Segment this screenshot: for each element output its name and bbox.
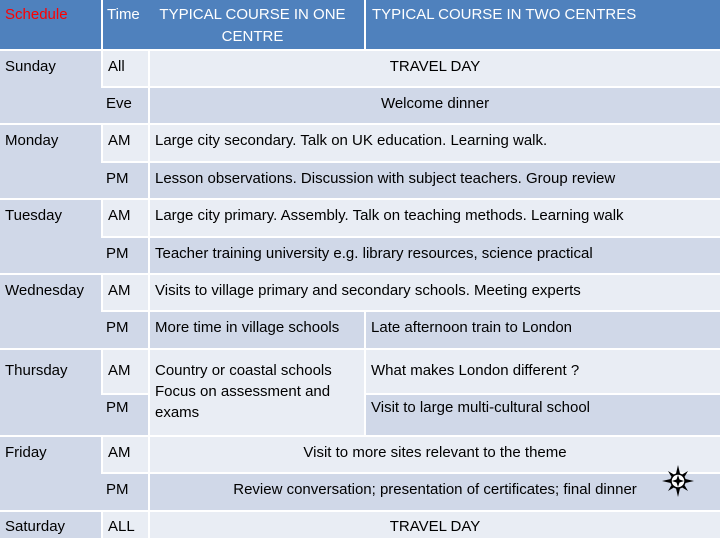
saturday-row: [0, 512, 720, 540]
day-friday: Friday: [0, 437, 101, 512]
sunday-eve-text: Welcome dinner: [148, 88, 720, 125]
time-header: Time: [107, 6, 140, 23]
sunday-eve-row: [0, 88, 720, 125]
one-centre-header: TYPICAL COURSE IN ONE CENTRE: [159, 6, 346, 45]
thursday-am-row: [0, 350, 720, 396]
day-monday: Monday: [0, 125, 101, 200]
thursday-pm-two-centres: Visit to large multi-cultural school: [364, 395, 720, 436]
time-cell: AM: [101, 350, 148, 396]
day-saturday: Saturday: [0, 512, 101, 540]
time-cell: Eve: [101, 88, 148, 125]
time-cell: AM: [101, 275, 148, 312]
time-cell: PM: [101, 238, 148, 275]
monday-pm-text: Lesson observations. Discussion with subject teachers. Group review: [148, 163, 720, 200]
tuesday-pm-text: Teacher training university e.g. library resources, science practical: [148, 238, 720, 275]
tuesday-am-text: Large city primary. Assembly. Talk on teaching methods. Learning walk: [148, 200, 720, 237]
saturday-text: TRAVEL DAY: [148, 512, 720, 540]
header-row: [0, 0, 720, 51]
day-sunday: Sunday: [0, 51, 101, 126]
day-thursday: Thursday: [0, 350, 101, 437]
time-cell: PM: [101, 312, 148, 349]
sunday-all-row: [0, 51, 720, 88]
wednesday-am-row: [0, 275, 720, 312]
monday-am-row: [0, 125, 720, 162]
time-cell: PM: [101, 474, 148, 511]
time-cell: AM: [101, 200, 148, 237]
sunday-all-text: TRAVEL DAY: [148, 51, 720, 88]
wednesday-pm-one-centre: More time in village schools: [148, 312, 364, 349]
day-tuesday: Tuesday: [0, 200, 101, 275]
wednesday-pm-row: [0, 312, 720, 349]
thursday-one-centre-text: Country or coastal schools Focus on assessment and exams: [148, 350, 364, 437]
friday-am-text: Visit to more sites relevant to the theme: [148, 437, 720, 474]
wednesday-am-text: Visits to village primary and secondary schools. Meeting experts: [148, 275, 720, 312]
time-cell: AM: [101, 437, 148, 474]
time-cell: PM: [101, 395, 148, 436]
day-wednesday: Wednesday: [0, 275, 101, 350]
thursday-am-two-centres: What makes London different ?: [364, 350, 720, 396]
tuesday-am-row: [0, 200, 720, 237]
friday-pm-text: Review conversation; presentation of certificates; final dinner: [148, 474, 720, 511]
time-cell: AM: [101, 125, 148, 162]
compass-rose-icon: [662, 465, 694, 497]
monday-pm-row: [0, 163, 720, 200]
time-one-centre-header: [101, 0, 364, 51]
time-cell: ALL: [101, 512, 148, 540]
monday-am-text: Large city secondary. Talk on UK education. Learning walk.: [148, 125, 720, 162]
wednesday-pm-two-centres: Late afternoon train to London: [364, 312, 720, 349]
schedule-header: Schedule: [0, 0, 101, 51]
time-cell: PM: [101, 163, 148, 200]
two-centres-header: TYPICAL COURSE IN TWO CENTRES: [364, 0, 720, 51]
friday-am-row: [0, 437, 720, 474]
time-cell: All: [101, 51, 148, 88]
friday-pm-row: [0, 474, 720, 511]
tuesday-pm-row: [0, 238, 720, 275]
